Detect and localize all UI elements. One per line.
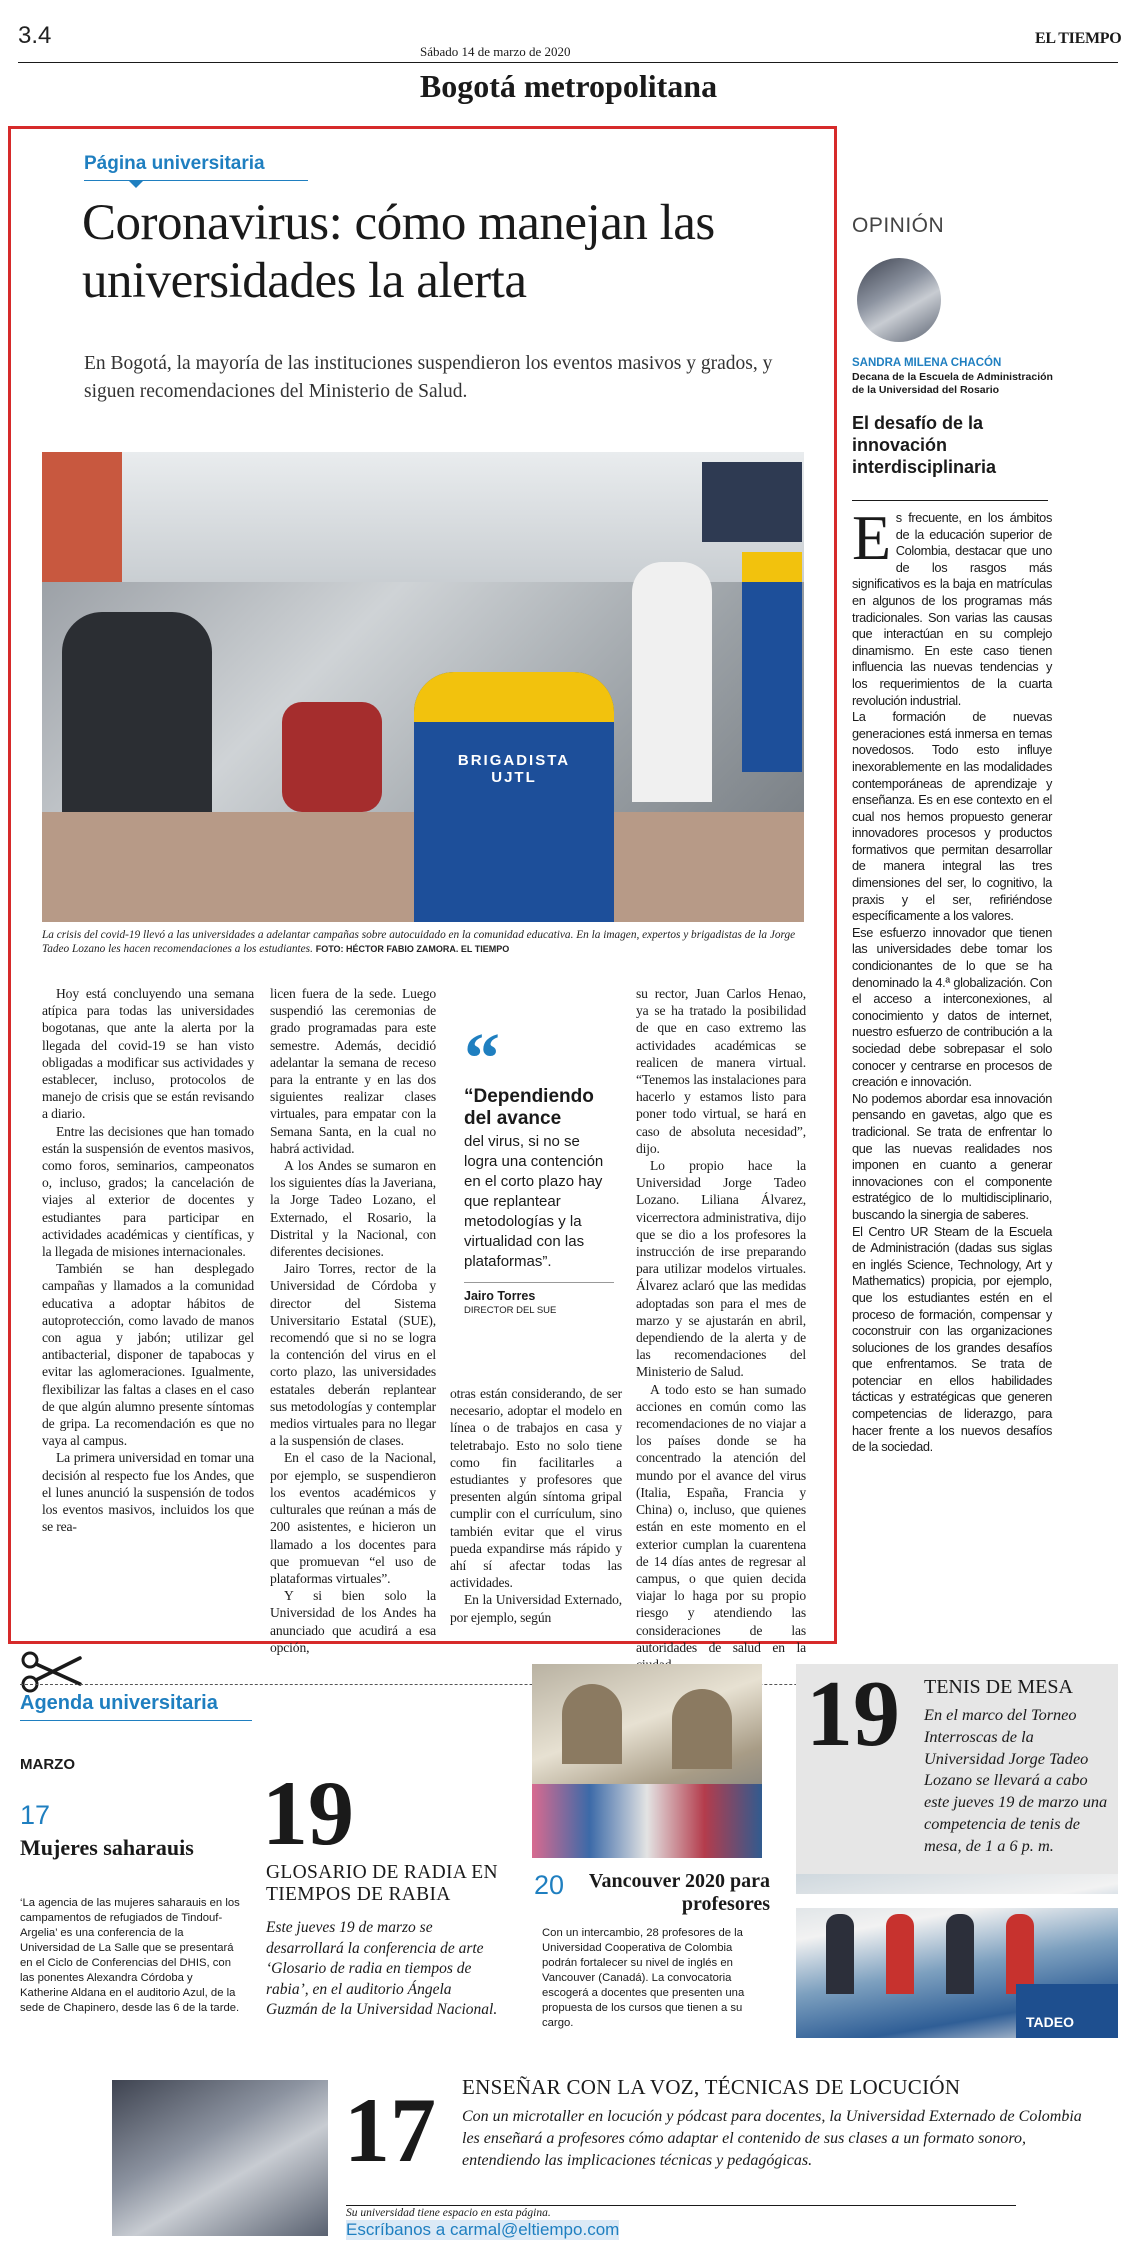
quote-lead: “Dependiendo del avance bbox=[464, 1086, 594, 1129]
page-date: Sábado 14 de marzo de 2020 bbox=[420, 44, 571, 59]
agenda-title-rule bbox=[20, 1720, 252, 1721]
article-paragraph: También se han desplegado campañas y llamados a la comunidad educativa a adoptar hábitos de autoprotección, como lavado de manos con agua y jabón; utilizar gel antibacterial, disponer de tapabocas y evitar las aglomeraciones. Igualmente, flexibilizar las faltas a clases en el caso de que algún alumno presente síntomas de gripa. La recomendación es que no vaya al campus. bbox=[42, 1261, 254, 1449]
quote-author: Jairo Torres bbox=[464, 1289, 536, 1303]
opinion-title: El desafío de la innovación interdisciplinaria bbox=[852, 413, 997, 477]
article-paragraph: Jairo Torres, rector de la Universidad de Córdoba y director del Sistema Universitario Estatal (SUE), recomendó que si no se logra la contención del virus en el corto plazo, las universidades estatales deberán replantear sus metodologías y contemplar medios virtuales para no llegar a la suspensión de clases. bbox=[270, 1261, 436, 1449]
kicker-pointer bbox=[128, 180, 144, 188]
brand-logo: EL TIEMPO bbox=[1035, 30, 1122, 47]
agenda-photo-taller bbox=[112, 2080, 328, 2236]
feature-deck: En Bogotá, la mayoría de las instituciones suspendieron los eventos masivos y grados, y siguen recomendaciones del Ministerio de Salud. bbox=[84, 353, 773, 402]
article-paragraph: La primera universidad en tomar una decisión al respecto fue los Andes, que el lunes anunció la suspensión de todos los eventos masivos, incluidos los que se rea- bbox=[42, 1450, 254, 1535]
agenda-item-title: Mujeres saharauis bbox=[20, 1835, 194, 1860]
agenda-item-title: TENIS DE MESA bbox=[924, 1676, 1073, 1698]
article-paragraph: Y si bien solo la Universidad de los Andes ha anunciado que acudirá a esa opción, bbox=[270, 1588, 436, 1655]
article-paragraph: Hoy está concluyendo una semana atípica para todas las universidades bogotanas, que ante la alerta por la llegada del covid-19 se han visto obligadas a modificar sus actividades y establecer, incluso, protocolos de manejo de crisis que se están revisando a diario. bbox=[42, 986, 254, 1122]
feature-photo bbox=[42, 452, 804, 922]
article-paragraph: otras están considerando, de ser necesario, adoptar el modelo en línea o de trabajos en casa y teletrabajo. Esto no solo tiene como fin facilitarles a estudiantes y profesores que presenten algún síntoma gripal cumplir con el currículum, sino también evitar que el virus pueda expandirse más rápido y ahí sí afectar todas las actividades. bbox=[450, 1386, 622, 1591]
pull-quote bbox=[464, 1018, 614, 1316]
dropcap: E bbox=[852, 502, 891, 573]
article-paragraph: licen fuera de la sede. Luego suspendió las ceremonias de grado programadas para este semestre. Además, decidió adelantar la semana de receso para la entrante y en las dos siguientes realizar clases virtuales, para empatar con la Semana Santa, en la cual no habrá actividad. bbox=[270, 986, 436, 1156]
article-paragraph: En la Universidad Externado, por ejemplo, según bbox=[450, 1592, 622, 1625]
article-paragraph: Lo propio hace la Universidad Jorge Tadeo Lozano. Liliana Álvarez, vicerrectora administrativa, dijo que se dio a los profesores la instrucción de irse preparando para utilizar modelos virtuales. Álvarez aclaró que las medidas adoptadas son para el mes de marzo y se ajustarán en abril, dependiendo de la alerta y de las recomendaciones del Ministerio de Salud. bbox=[636, 1158, 806, 1380]
agenda-item-text: Con un intercambio, 28 profesores de la Universidad Cooperativa de Colombia podrán fortalecer su nivel de inglés en Vancouver (Canadá). La convocatoria escogerá a docentes que presenten una propuesta de los cursos que tienen a su cargo. bbox=[542, 1927, 745, 2029]
photo-banner-text: TADEO bbox=[1026, 2014, 1074, 2030]
opinion-rule bbox=[852, 500, 1048, 501]
header-rule bbox=[18, 62, 1118, 63]
article-col-3 bbox=[450, 1385, 622, 1626]
quote-text: del virus, si no se logra una contención en el corto plazo hay que replantear metodologías y la virtualidad con las plataformas”. bbox=[464, 1133, 604, 1270]
opinion-label: OPINIÓN bbox=[852, 214, 945, 237]
opinion-paragraph: No podemos abordar esa innovación pensando en gavetas, algo que es tradicional. Se trata de enfrentar lo que las nuevas realidades nos imponen en cuanto a generar innovaciones con el componente estratégico de lo multidisciplinario, buscando la sinergia de saberes. bbox=[852, 1090, 1052, 1222]
agenda-item-title: Vancouver 2020 para profesores bbox=[588, 1870, 770, 1915]
agenda-item-text: En el marco del Torneo Interroscas de la Universidad Jorge Tadeo Lozano se llevará a cabo este jueves 19 de marzo una competencia de tenis de mesa, de 1 a 6 p. m. bbox=[924, 1705, 1108, 1855]
opinion-author: SANDRA MILENA CHACÓN bbox=[852, 357, 1002, 369]
agenda-day: 17 bbox=[20, 1800, 51, 1830]
caption-credit: FOTO: HÉCTOR FABIO ZAMORA. EL TIEMPO bbox=[315, 944, 510, 954]
agenda-item-text: ‘La agencia de las mujeres saharauis en los campamentos de refugiados de Tindouf-Argelia’ es una conferencia de la Universidad de La Salle que se presentará en el Ciclo de Conferencias del DHIS, con las ponentes Alexandra Córdoba y Katherine Aldana en el auditorio Azul, de la sede de Chapinero, desde las 6 de la tarde. bbox=[20, 1897, 240, 2014]
agenda-month: MARZO bbox=[20, 1756, 75, 1773]
article-col-4 bbox=[636, 985, 806, 1673]
article-paragraph: A todo esto se han sumado acciones en común como las recomendaciones de no viajar a los países donde se ha concentrado la atención del mundo por el avance del virus (Italia, España, Francia y China) o, incluso, que quienes están en este momento en el exterior cumplan la cuarentena de 14 días antes de regresar al campus, o que quien decida viajar lo haga por su propio riesgo y atendiendo las consideraciones de las autoridades de salud en la bbox=[636, 1381, 806, 1655]
article-paragraph: su rector, Juan Carlos Henao, ya se ha tratado la posibilidad de que en caso extremo las actividades académicas se realicen de manera virtual. “Tenemos las instalaciones para hacerlo y estamos listo para poner todo virtual, se hará en caso de absoluta necesidad”, dijo. bbox=[636, 986, 806, 1156]
feature-headline: Coronavirus: cómo manejan las universidades la alerta bbox=[82, 195, 715, 309]
brigadista-vest bbox=[414, 672, 614, 922]
author-avatar bbox=[857, 258, 941, 342]
article-paragraph: En el caso de la Nacional, por ejemplo, se suspendieron los eventos académicos y culturales que reúnan a más de 200 asistentes, e hicieron un llamado a los docentes para que promuevan “el uso de plataformas virtuales”. bbox=[270, 1450, 436, 1586]
article-paragraph: A los Andes se sumaron en los siguientes días la Javeriana, la Jorge Tadeo Lozano, el Externado, el Rosario, la Distrital y la Nacional, con diferentes decisiones. bbox=[270, 1158, 436, 1260]
agenda-day: 19 bbox=[806, 1662, 900, 1766]
agenda-item-title: GLOSARIO DE RADIA EN TIEMPOS DE RABIA bbox=[266, 1862, 498, 1905]
footer-cta-link[interactable]: Escríbanos a carmal@eltiempo.com bbox=[346, 2220, 620, 2239]
opinion-paragraph: s frecuente, en los ámbitos de la educación superior de Colombia, destacar que uno de los rasgos más significativos es la baja en matrículas en algunos de los programas más tradicionales. Son varias las causas que interactúan en su complejo dinamismo. En este caso tienen influencia las nuevas tendencias y los requerimientos de la cuarta revolución industrial. bbox=[852, 510, 1052, 708]
opinion-body bbox=[852, 502, 1052, 1456]
agenda-day: 17 bbox=[344, 2079, 436, 2181]
agenda-photo-tenis bbox=[796, 1874, 1118, 2038]
kicker-rule bbox=[84, 180, 308, 181]
agenda-photo-group bbox=[532, 1664, 762, 1858]
opinion-paragraph: La formación de nuevas generaciones está inmersa en temas novedosos. Todo esto influye inexorablemente en las modalidades contemporáneas de aprendizaje y enseñanza. Es en ese contexto en el cual nos hemos propuesto generar innovadores procesos y productos formativos que permitan desarrollar de manera integral las tres dimensiones del ser, lo cognitivo, la praxis y el ser, refiriéndose específicamente a los valores. bbox=[852, 709, 1052, 924]
opinion-paragraph: El Centro UR Steam de la Escuela de Administración (dadas sus siglas en inglés Science, Technology, Art y Mathematics) propicia, por ejemplo, que los estudiantes estén en el proceso de formación, compensar y coconstruir con las organizaciones soluciones de los grandes desafíos que enfrentamos. Se trata de potenciar en ellos habilidades tácticas y estratégicas que generen competencias de liderazgo, para hacer frente a los nuevos desafíos de la sociedad. bbox=[852, 1223, 1052, 1455]
agenda-day: 20 bbox=[534, 1870, 565, 1900]
agenda-item-title: ENSEÑAR CON LA VOZ, TÉCNICAS DE LOCUCIÓN bbox=[462, 2075, 961, 2099]
section-title: Bogotá metropolitana bbox=[419, 68, 718, 104]
footer-note: Su universidad tiene espacio en esta página. bbox=[346, 2207, 551, 2219]
opinion-paragraph: Ese esfuerzo innovador que tienen las universidades debe tomar los condicionantes de lo que se ha denominado la 4.ª globalización. Con el acceso a interconexiones, al conocimiento y datos de internet, nuestro esfuerzo de contribución a la sociedad debe sobrepasar el solo conocer y centrarse en procesos de creación e innovación. bbox=[852, 924, 1052, 1090]
feature-kicker: Página universitaria bbox=[84, 153, 265, 174]
caption-text: La crisis del covid-19 llevó a las universidades a adelantar campañas sobre autocuidado en la comunidad educativa. En la imagen, expertos y brigadistas de la Jorge Tadeo Lozano les hacen recomendaciones a los estudiantes. bbox=[42, 929, 796, 955]
quote-mark-icon: “ bbox=[464, 1018, 500, 1098]
footer-rule bbox=[346, 2205, 1016, 2206]
agenda-item-text: Este jueves 19 de marzo se desarrollará la conferencia de arte ‘Glosario de radia en tiempos de rabia’, en el auditorio Ángela Guzmán de la Universidad Nacional. bbox=[266, 1919, 498, 2018]
agenda-title: Agenda universitaria bbox=[20, 1692, 218, 1714]
vest-text: BRIGADISTA UJTL bbox=[457, 752, 571, 786]
quote-author-role: DIRECTOR DEL SUE bbox=[464, 1305, 557, 1316]
agenda-item-text: Con un microtaller en locución y pódcast para docentes, la Universidad Externado de Colombia les enseñará a profesores cómo adaptar el contenido de sus clases a un formato sonoro, entendiendo las implicaciones técnicas y pedagógicas. bbox=[462, 2108, 1082, 2169]
article-col-2 bbox=[270, 985, 436, 1656]
article-col-1 bbox=[42, 985, 254, 1536]
opinion-author-role: Decana de la Escuela de Administración de la Universidad del Rosario bbox=[852, 371, 1053, 396]
scissors-icon bbox=[20, 1650, 84, 1694]
photo-caption bbox=[42, 928, 804, 956]
agenda-day: 19 bbox=[262, 1762, 354, 1864]
article-paragraph: Entre las decisiones que han tomado están la suspensión de eventos masivos, como foros, seminarios, campeonatos o, incluso, grados; la cancelación de viajes al exterior de docentes y estudiantes para participar en actividades académicas y científicas, y la llegada de misiones internacionales. bbox=[42, 1123, 254, 1260]
page-number: 3.4 bbox=[18, 22, 52, 49]
